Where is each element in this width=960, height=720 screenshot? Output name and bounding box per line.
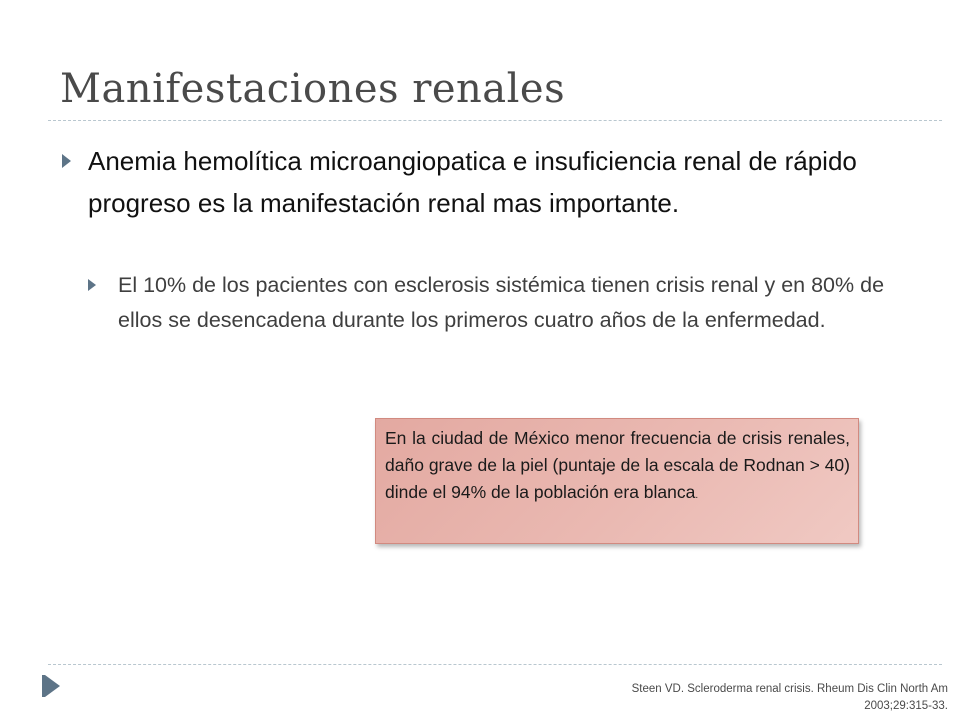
citation-line2: 2003;29:315-33. [864, 700, 948, 712]
footer-arrow-icon [45, 675, 60, 697]
callout-box [375, 418, 859, 544]
title-divider [48, 120, 942, 121]
bullet-level1 [62, 140, 902, 224]
bullet-level2 [88, 268, 898, 337]
slide-title: Manifestaciones renales [60, 66, 566, 112]
callout-suffix: . [695, 490, 699, 501]
bullet-level1-text: Anemia hemolítica microangiopatica e insuficiencia renal de rápido progreso es la manifestación renal mas importante. [88, 146, 857, 218]
citation [528, 681, 948, 715]
footer-divider [48, 664, 942, 665]
citation-line1: Steen VD. Scleroderma renal crisis. Rheum Dis Clin North Am [631, 683, 948, 695]
triangle-bullet-icon [88, 279, 96, 291]
triangle-bullet-icon [62, 154, 71, 168]
bullet-level2-text: El 10% de los pacientes con esclerosis sistémica tienen crisis renal y en 80% de ellos se desencadena durante los primeros cuatro años de la enfermedad. [118, 273, 885, 332]
callout-text: En la ciudad de México menor frecuencia de crisis renales, daño grave de la piel (puntaje de la escala de Rodnan > 40) dinde el 94% de la población era blanca [385, 428, 850, 502]
